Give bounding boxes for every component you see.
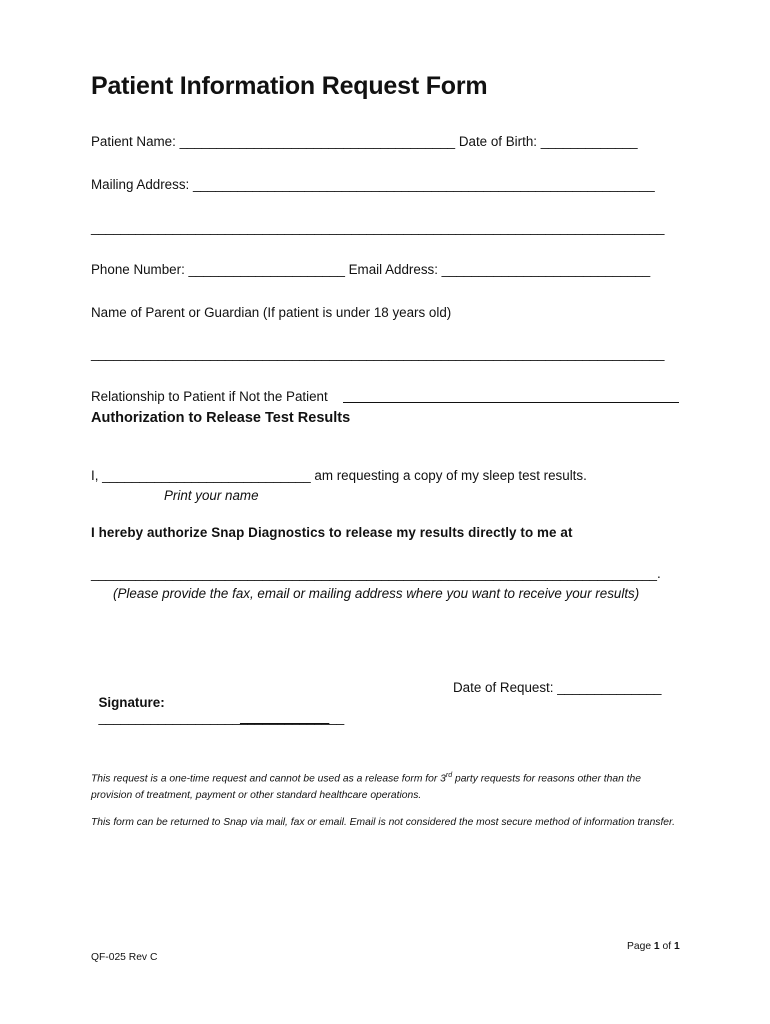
signature-line-part-a: ___________________ — [98, 710, 240, 725]
relationship-field-line[interactable] — [343, 402, 679, 403]
date-of-request-field[interactable]: Date of Request: ______________ — [453, 680, 662, 695]
signature-field[interactable] — [91, 680, 344, 725]
page-number — [627, 941, 680, 952]
form-title: Patient Information Request Form — [91, 72, 488, 100]
disclaimer-return-method: This form can be returned to Snap via mail, fax or email. Email is not considered the most secure method of information transfer. — [91, 817, 675, 828]
form-code: QF-025 Rev C — [91, 952, 158, 963]
disclaimer-1-pre: This request is a one-time request and cannot be used as a release form for 3 — [91, 773, 446, 785]
page-current: 1 — [653, 941, 660, 952]
request-statement-field[interactable]: I, ____________________________ am requesting a copy of my sleep test results. — [91, 468, 587, 483]
page-total: 1 — [673, 941, 680, 952]
patient-name-dob-field[interactable]: Patient Name: _____________________________________ Date of Birth: _____________ — [91, 134, 638, 149]
disclaimer-1-post: party requests for reasons other than the provision of treatment, payment or other standard healthcare operations. — [91, 773, 641, 802]
guardian-field[interactable]: _____________________________________________________________________________ — [91, 346, 665, 361]
disclaimer-1-sup: rd — [445, 772, 453, 779]
guardian-label: Name of Parent or Guardian (If patient is under 18 years old) — [91, 305, 452, 320]
disclaimer-one-time-request — [91, 767, 683, 804]
signature-line-part-c: __ — [329, 710, 345, 725]
authorization-heading: Authorization to Release Test Results — [91, 410, 351, 426]
authorize-statement: I hereby authorize Snap Diagnostics to release my results directly to me at — [91, 525, 573, 540]
relationship-label: Relationship to Patient if Not the Patient — [91, 389, 328, 404]
release-address-field[interactable]: ____________________________________________________________________________. — [91, 566, 661, 581]
page-of: of — [659, 941, 674, 952]
page-label: Page — [627, 941, 654, 952]
signature-label: Signature: — [98, 695, 165, 710]
print-name-caption: Print your name — [164, 488, 259, 503]
release-address-instruction: (Please provide the fax, email or mailing address where you want to receive your results) — [113, 586, 640, 601]
mailing-address-continuation-field[interactable]: _____________________________________________________________________________ — [91, 220, 665, 235]
signature-line-part-b: ____________ — [239, 710, 330, 725]
phone-email-field[interactable]: Phone Number: _____________________ Email Address: ____________________________ — [91, 262, 651, 277]
mailing-address-field[interactable]: Mailing Address: ______________________________________________________________ — [91, 177, 655, 192]
